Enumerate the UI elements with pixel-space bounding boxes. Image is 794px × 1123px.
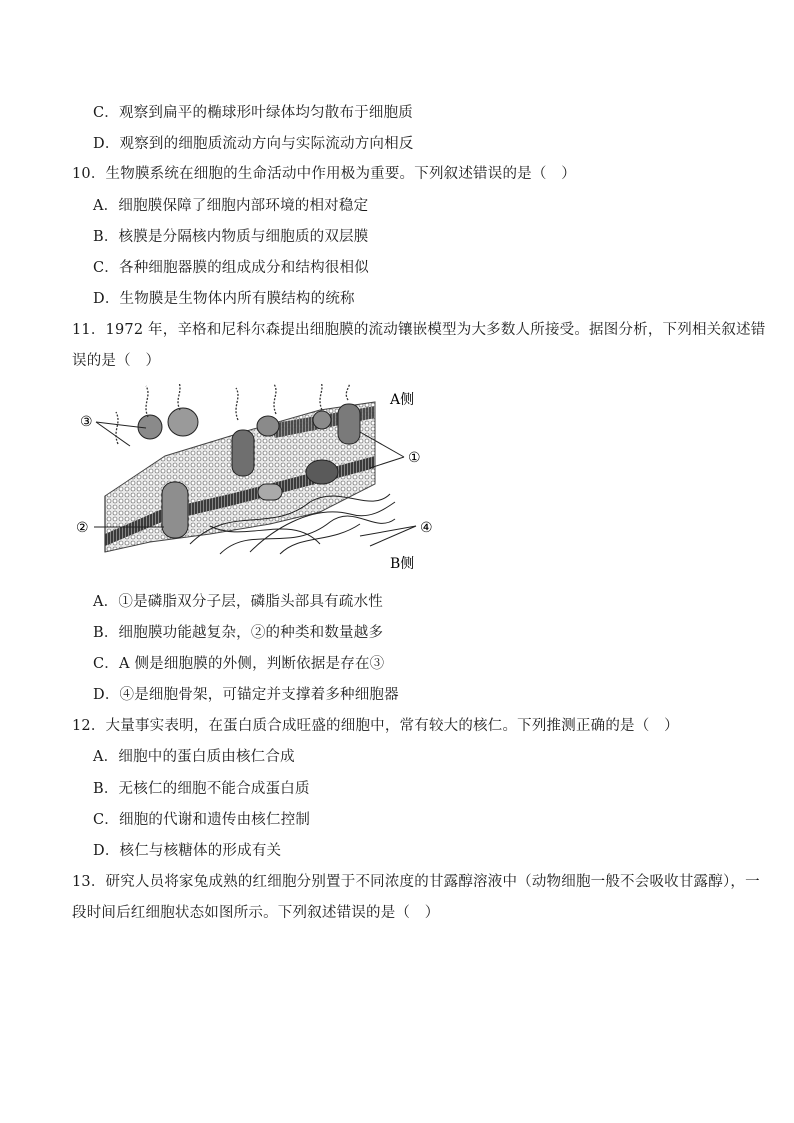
- callout-3: [80, 414, 146, 446]
- q10-option-a: A．细胞膜保障了细胞内部环境的相对稳定: [93, 198, 369, 214]
- q11-option-c: C．A 侧是细胞膜的外侧，判断依据是存在③: [93, 656, 385, 672]
- q11-option-a: A．①是磷脂双分子层，磷脂头部具有疏水性: [93, 594, 383, 610]
- q9-option-d: D．观察到的细胞质流动方向与实际流动方向相反: [93, 136, 414, 152]
- svg-text:④: ④: [420, 520, 433, 536]
- q10-option-d: D．生物膜是生物体内所有膜结构的统称: [93, 291, 355, 307]
- q13-stem-line1: 13．研究人员将家兔成熟的红细胞分别置于不同浓度的甘露醇溶液中（动物细胞一般不会吸收甘露醇），一: [72, 874, 760, 890]
- side-a-label: A侧: [390, 392, 415, 408]
- side-b-label: B侧: [390, 556, 415, 572]
- q12-stem: 12．大量事实表明，在蛋白质合成旺盛的细胞中，常有较大的核仁。下列推测正确的是（ ）: [72, 718, 679, 734]
- q12-option-a: A．细胞中的蛋白质由核仁合成: [93, 749, 295, 765]
- q10-option-b: B．核膜是分隔核内物质与细胞质的双层膜: [93, 229, 369, 245]
- q9-option-c: C．观察到扁平的椭球形叶绿体均匀散布于细胞质: [93, 105, 413, 121]
- q13-stem-line2: 段时间后红细胞状态如图所示。下列叙述错误的是（ ）: [72, 905, 440, 921]
- q10-stem: 10．生物膜系统在细胞的生命活动中作用极为重要。下列叙述错误的是（ ）: [72, 166, 576, 182]
- svg-text:③: ③: [80, 414, 93, 430]
- cell-membrane-figure: [70, 384, 450, 580]
- q11-stem-line2: 误的是（ ）: [72, 353, 161, 369]
- q11-option-d: D．④是细胞骨架，可锚定并支撑着多种细胞器: [93, 687, 399, 703]
- q12-option-b: B．无核仁的细胞不能合成蛋白质: [93, 781, 310, 797]
- q12-option-d: D．核仁与核糖体的形成有关: [93, 843, 282, 859]
- q11-option-b: B．细胞膜功能越复杂，②的种类和数量越多: [93, 625, 384, 641]
- q10-option-c: C．各种细胞器膜的组成成分和结构很相似: [93, 260, 369, 276]
- svg-text:①: ①: [408, 450, 421, 466]
- svg-text:②: ②: [76, 520, 89, 536]
- q12-option-c: C．细胞的代谢和遗传由核仁控制: [93, 812, 311, 828]
- callout-4: [360, 520, 433, 546]
- q11-stem-line1: 11．1972 年，辛格和尼科尔森提出细胞膜的流动镶嵌模型为大多数人所接受。据图分析，下列相关叙述错: [72, 322, 766, 338]
